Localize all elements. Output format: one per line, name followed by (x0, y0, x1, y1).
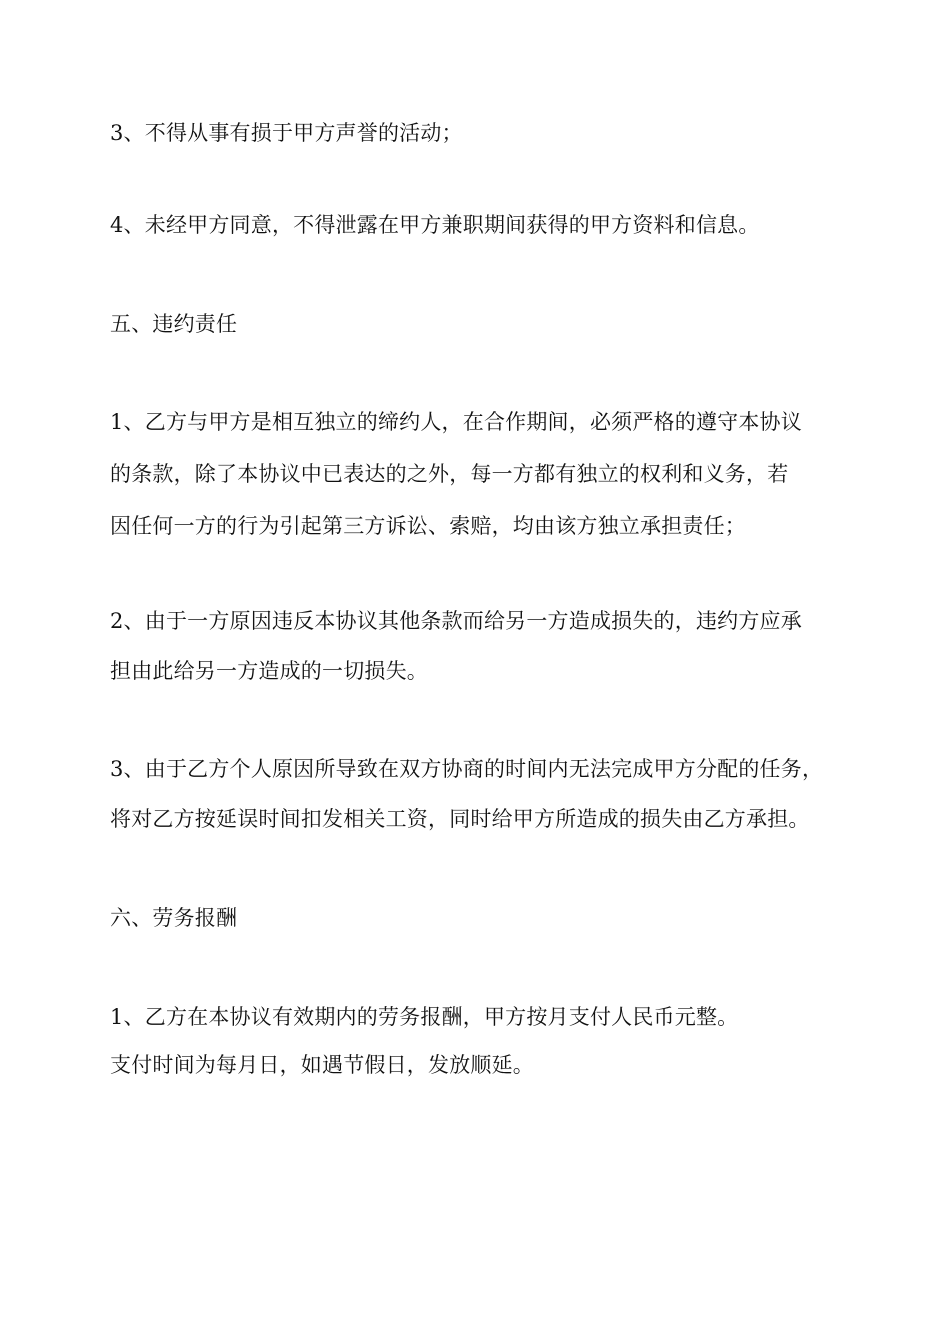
clause-5-item-3-line-2: 将对乙方按延误时间扣发相关工资，同时给甲方所造成的损失由乙方承担。 (110, 807, 810, 831)
clause-5-item-2-line-2: 担由此给另一方造成的一切损失。 (110, 659, 428, 683)
clause-5-item-3-line-1: 3、由于乙方个人原因所导致在双方协商的时间内无法完成甲方分配的任务， (110, 757, 824, 781)
clause-6-item-1-line-1: 1、乙方在本协议有效期内的劳务报酬，甲方按月支付人民币元整。 (110, 1005, 739, 1029)
clause-5-item-1-line-1: 1、乙方与甲方是相互独立的缔约人，在合作期间，必须严格的遵守本协议 (110, 410, 802, 434)
clause-5-item-1-line-3: 因任何一方的行为引起第三方诉讼、索赔，均由该方独立承担责任； (110, 514, 746, 538)
clause-5-item-2-line-1: 2、由于一方原因违反本协议其他条款而给另一方造成损失的，违约方应承 (110, 609, 802, 633)
clause-4-item-3: 3、不得从事有损于甲方声誉的活动； (110, 121, 463, 145)
clause-5-item-1-line-2: 的条款，除了本协议中已表达的之外，每一方都有独立的权利和义务，若 (110, 462, 789, 486)
clause-4-item-4: 4、未经甲方同意，不得泄露在甲方兼职期间获得的甲方资料和信息。 (110, 213, 760, 237)
section-6-heading: 六、劳务报酬 (110, 906, 238, 930)
clause-6-item-1-line-2: 支付时间为每月日，如遇节假日，发放顺延。 (110, 1053, 534, 1077)
section-5-heading: 五、违约责任 (110, 312, 238, 336)
